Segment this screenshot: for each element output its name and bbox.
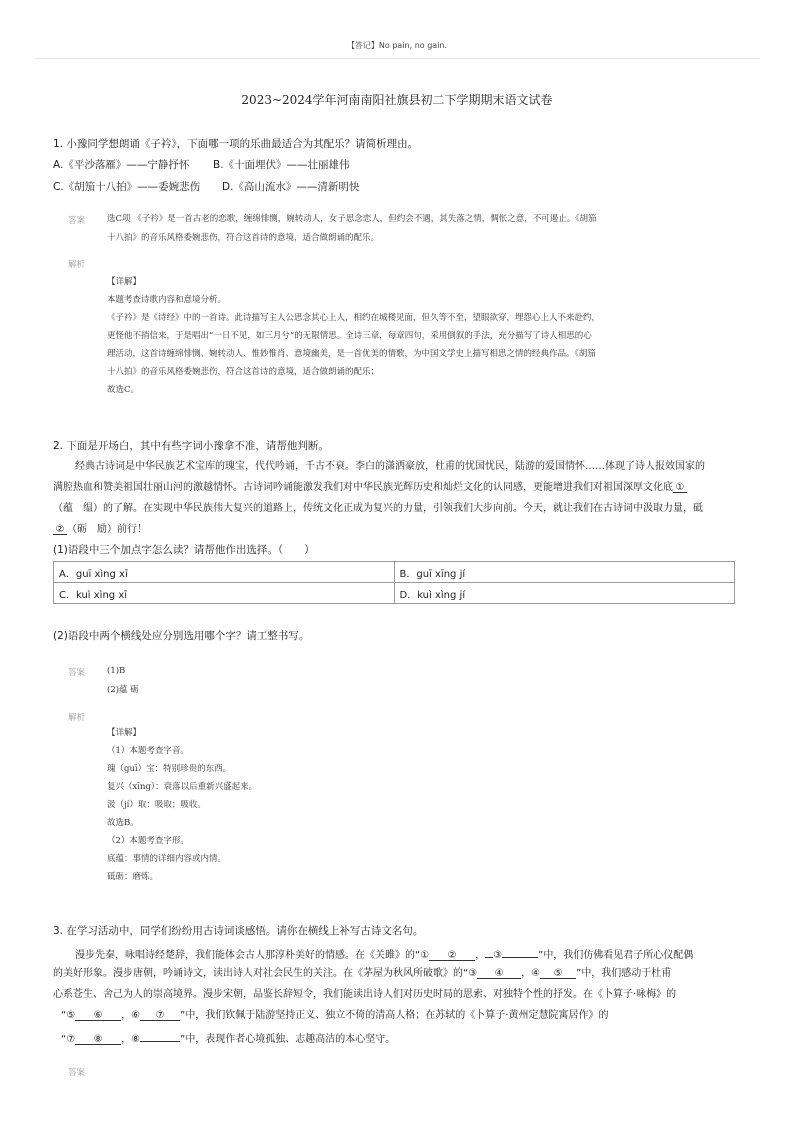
blank-mark-5: ⑤ — [66, 1010, 76, 1021]
q2-stem: 2. 下面是开场白，其中有些字词小豫拿不准，请帮他判断。 — [53, 440, 329, 452]
page-title: 2023~2024学年河南南阳社旗县初二下学期期末语文试卷 — [241, 93, 553, 107]
q2-analysis-line-1: （1）本题考查字音。 — [107, 746, 189, 756]
q1-analysis-line-2: 《子衿》是《诗经》中的一首诗。此诗描写主人公思念其心上人，相约在城楼见面，但久等不至，望眼欲穿，埋怨心上人不来赴约， — [107, 313, 601, 323]
q2-choice-d[interactable]: D．kuì xìng jí — [394, 583, 735, 604]
q2-choice-c[interactable]: C．kuì xìng xī — [54, 583, 395, 604]
q2-answer-line-2: (2)蕴 砺 — [107, 685, 139, 695]
q1-analysis-line-5: 十八拍》的音乐风格委婉悲伤，符合这首诗的意境，适合做朗诵的配乐； — [107, 367, 380, 377]
q2-blank-2[interactable]: ② — [53, 523, 67, 535]
q2-sub2: (2)语段中两个横线处应分别选用哪个字？请工整书写。 — [53, 630, 310, 642]
q2-sub1: (1)语段中三个加点字怎么读？请帮他作出选择。（ ） — [53, 544, 315, 556]
q2-choice-a[interactable]: A．guī xìng xī — [54, 562, 395, 583]
q3-blank-2b[interactable] — [485, 946, 493, 958]
q2-answer-label: 答案 — [68, 668, 86, 678]
quote-open: “ — [463, 968, 469, 979]
q3-blank-5[interactable]: ⑤ — [540, 967, 576, 979]
q2-choices-table — [53, 561, 735, 604]
quote-close: ” — [180, 1010, 186, 1021]
quote-close: ” — [576, 968, 582, 979]
q2-detail-heading: 【详解】 — [107, 728, 142, 738]
q3-line-1-tail: 中，我们仿佛看见君子所心仪配偶 — [543, 950, 694, 961]
quote-close: ” — [180, 1034, 186, 1045]
q2-analysis-line-4: 汲（jí）取：吸取；吸收。 — [107, 800, 206, 810]
blank-mark-6: ⑥ — [131, 1010, 141, 1021]
q1-detail-heading: 【详解】 — [107, 277, 142, 287]
q2-para-text-4: （砺 励）前行！ — [67, 524, 147, 535]
q2-para-line-4 — [53, 523, 147, 537]
q2-para-line-1: 经典古诗词是中华民族艺术宝库的瑰宝，代代吟诵，千古不衰。李白的潇洒豪放，杜甫的忧国忧民，陆游的爱国情怀……体现了诗人报效国家的 — [75, 461, 705, 472]
q1-analysis-line-6: 故选C。 — [107, 385, 140, 395]
q2-para-text-3: （蕴 缊）的了解。在实现中华民族伟大复兴的道路上，传统文化正成为复兴的力量，引领我们大步向前。今天，就让我们在古诗词中汲取力量，砥 — [53, 503, 703, 514]
q1-analysis-line-4: 理活动，这首诗缠绵悱恻、婉转动人、惟妙惟肖、意境幽美，是一首优美的情歌，为中国文学史上描写相思之情的经典作品。《胡笳 — [107, 349, 596, 359]
q1-option-b: B.《十面埋伏》——壮丽雄伟 — [213, 159, 350, 171]
q1-answer-line-2: 十八拍》的音乐风格委婉悲伤，符合这首诗的意境，适合做朗诵的配乐。 — [107, 233, 380, 243]
comma: ， — [121, 1010, 132, 1021]
q3-stem: 3. 在学习活动中，同学们纷纷用古诗词谈感悟。请你在横线上补写古诗文名句。 — [53, 925, 424, 937]
blank-mark-7: ⑦ — [66, 1034, 76, 1045]
q2-analysis-line-6: （2）本题考查字形。 — [107, 836, 189, 846]
q1-analysis-line-1: 本题考查诗歌内容和意境分析。 — [107, 295, 227, 305]
q2-analysis-line-2: 瑰（guī）宝：特别珍贵的东西。 — [107, 764, 232, 774]
q3-blank-9[interactable] — [140, 1030, 180, 1042]
q2-analysis-label: 解析 — [68, 713, 86, 723]
q3-line-3: 心系苍生、舍己为人的崇高境界。漫步宋朝，品鉴长辞短令，我们能读出诗人们对历史时局的思索、对独特个性的抒发。在《卜算子·咏梅》的 — [53, 989, 677, 1000]
q1-analysis-label: 解析 — [68, 260, 86, 270]
q3-line-1 — [75, 946, 693, 963]
blank-mark-3b: ③ — [468, 968, 478, 979]
blank-mark-4: ④ — [531, 968, 541, 979]
q2-blank-1[interactable]: ① — [673, 481, 687, 493]
comma: ， — [521, 968, 532, 979]
blank-mark-8: ⑧ — [131, 1034, 141, 1045]
q3-line-2-tail: 中，我们感动于杜甫 — [581, 968, 672, 979]
q1-option-d: D.《高山流水》——清新明快 — [222, 181, 360, 193]
q2-para-line-3 — [53, 502, 703, 516]
q3-blank-7[interactable]: ⑦ — [140, 1009, 180, 1021]
q3-blank-4[interactable]: ④ — [477, 967, 521, 979]
q3-line-4-tail: 中，我们钦佩于陆游坚持正义、独立不倚的清高人格；在苏轼的《卜算子·黄州定慧院寓居作》的 — [185, 1010, 609, 1021]
header-divider — [35, 58, 759, 59]
comma: ， — [475, 950, 486, 961]
quote-close: ” — [538, 950, 544, 961]
q2-analysis-line-5: 故选B。 — [107, 818, 139, 828]
q2-answer-line-1: (1)B — [107, 666, 126, 676]
q3-line-2-text: 的美好形象。漫步唐朝，吟诵诗文，读出诗人对社会民生的关注。在《茅屋为秋风所破歌》的 — [53, 968, 463, 979]
blank-mark-1: ① — [420, 950, 430, 961]
page-header-note: 【答记】No pain, no gain. — [346, 41, 448, 50]
q2-analysis-line-7: 底蕴：事情的详细内容或内情。 — [107, 854, 227, 864]
q3-blank-6[interactable]: ⑥ — [75, 1009, 121, 1021]
q3-line-5-tail: 中，表现作者心境孤独、志趣高洁的本心坚守。 — [185, 1034, 396, 1045]
q1-analysis-line-3: 更怪他不捎信来，于是唱出“一日不见，如三月兮”的无限情思。全诗三章，每章四句，采用倒叙的手法，充分描写了诗人相思的心 — [107, 331, 592, 341]
q3-line-1-text: 漫步先秦，咏唱诗经楚辞，我们能体会古人那淳朴美好的情感。在《关雎》的 — [75, 950, 415, 961]
q3-blank-3[interactable] — [502, 946, 538, 958]
q1-stem: 1. 小豫同学想朗诵《子衿》，下面哪一项的乐曲最适合为其配乐？请简析理由。 — [53, 138, 419, 150]
q2-para-line-2 — [53, 481, 687, 495]
q2-choice-b[interactable]: B．guī xīng jí — [394, 562, 735, 583]
q2-analysis-line-3: 复兴（xīng）：衰落以后重新兴盛起来。 — [107, 782, 258, 792]
q3-blank-2[interactable]: ② — [429, 949, 475, 961]
q3-line-2 — [53, 967, 671, 981]
q1-answer-line-1: 选C项 《子衿》是一首古老的恋歌，缠绵悱恻，婉转动人，女子思念恋人，但约会不遇，其失落之情，惆怅之意，不可遏止。《胡笳 — [107, 214, 597, 224]
q1-option-a: A.《平沙落雁》——宁静抒怀 — [53, 159, 190, 171]
q3-blank-8[interactable]: ⑧ — [75, 1033, 121, 1045]
q2-analysis-line-8: 砥砺：磨炼。 — [107, 872, 159, 882]
quote-open: “ — [61, 1034, 67, 1045]
q3-answer-label: 答案 — [68, 1068, 86, 1078]
q1-option-c: C.《胡笳十八拍》——委婉悲伤 — [53, 181, 201, 193]
q3-line-5 — [61, 1030, 395, 1047]
q3-line-4 — [61, 1009, 609, 1023]
q2-para-text-2: 满腔热血和赞美祖国壮丽山河的激越情怀。古诗词吟诵能激发我们对中华民族光辉历史和灿烂文化的认同感，更能增进我们对祖国深厚文化底 — [53, 482, 673, 493]
comma: ， — [121, 1034, 132, 1045]
blank-mark-3: ③ — [493, 950, 503, 961]
quote-open: “ — [61, 1010, 67, 1021]
q1-answer-label: 答案 — [68, 216, 86, 226]
quote-open: “ — [415, 950, 421, 961]
